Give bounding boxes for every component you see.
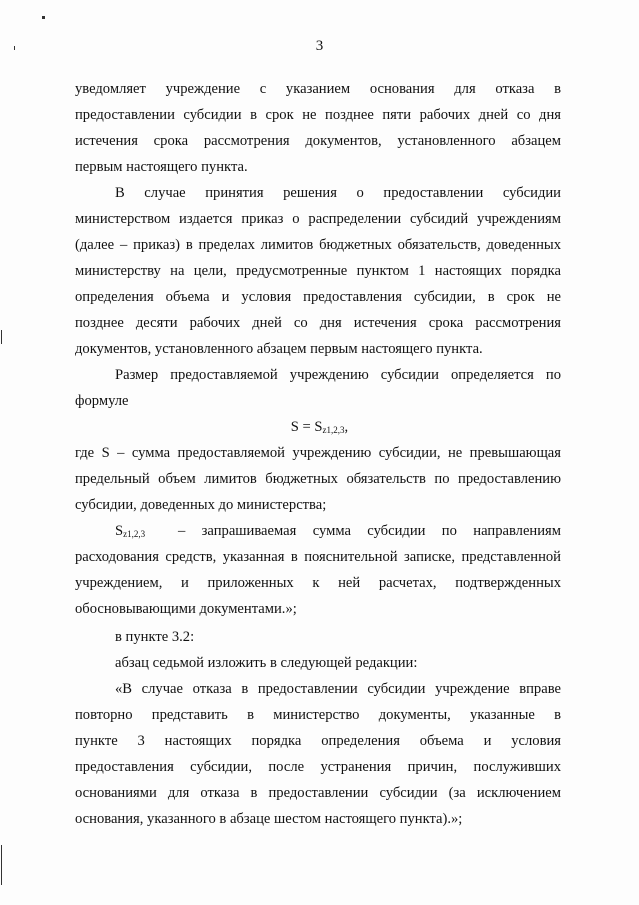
text-line: основания, указанного в абзаце шестом настоящего пункта).»; [75,811,463,827]
text-line: позднее десяти рабочих дней со дня истечения срока рассмотрения [75,315,561,331]
text-line: «В случае отказа в предоставлении субсидии учреждение вправе [115,681,561,697]
text-line: (далее – приказ) в пределах лимитов бюджетных обязательств, доведенных [75,237,561,253]
text-line: документов, установленного абзацем первым настоящего пункта. [75,341,483,357]
text-line: повторно представить в министерство документы, указанные в [75,707,561,723]
formula-subscript: z1,2,3 [322,425,345,435]
s-term-subscript: z1,2,3 [123,529,146,539]
scan-edge-mark [1,330,2,344]
text-line: в пункте 3.2: [115,629,195,645]
text-line: расходования средств, указанная в пояснительной записке, представленной [75,549,561,565]
formula [0,418,639,439]
text-line: предоставления субсидии, после устранения причин, послуживших [75,759,561,775]
s-term-base: S [115,523,124,539]
text-line: уведомляет учреждение с указанием основания для отказа в [75,81,561,97]
text-line: обосновывающими документами.»; [75,601,297,617]
text-line: министерству на цели, предусмотренные пунктом 1 настоящих порядка [75,263,561,279]
scan-edge-mark [1,845,2,885]
text-line: пункте 3 настоящих порядка определения объема и условия [75,733,561,749]
s-term [115,522,170,543]
text-line: основаниями для отказа в предоставлении субсидии (за исключением [75,785,561,801]
formula-tail: , [344,419,349,435]
text-line: абзац седьмой изложить в следующей редакции: [115,655,418,671]
text-line: Размер предоставляемой учреждению субсидии определяется по [115,367,561,383]
text-line: субсидии, доведенных до министерства; [75,497,327,513]
text-line: В случае принятия решения о предоставлении субсидии [115,185,561,201]
text-line: формуле [75,393,129,409]
text-line: первым настоящего пункта. [75,159,248,175]
text-line: – запрашиваемая сумма субсидии по направлениям [178,523,561,539]
text-line: учреждением, и приложенных к ней расчетах, подтвержденных [75,575,561,591]
text-line: министерством издается приказ о распределении субсидий учреждениям [75,211,561,227]
text-line: где S – сумма предоставляемой учреждению субсидии, не превышающая [75,445,561,461]
page-number: 3 [315,38,324,54]
text-line: предоставлении субсидии в срок не позднее пяти рабочих дней со дня [75,107,561,123]
text-line: предельный объем лимитов бюджетных обязательств по предоставлению [75,471,561,487]
formula-lhs: S = S [290,419,323,435]
text-line: истечения срока рассмотрения документов, установленного абзацем [75,133,561,149]
scan-speck [42,16,45,19]
text-line: определения объема и условия предоставления субсидии, в срок не [75,289,561,305]
